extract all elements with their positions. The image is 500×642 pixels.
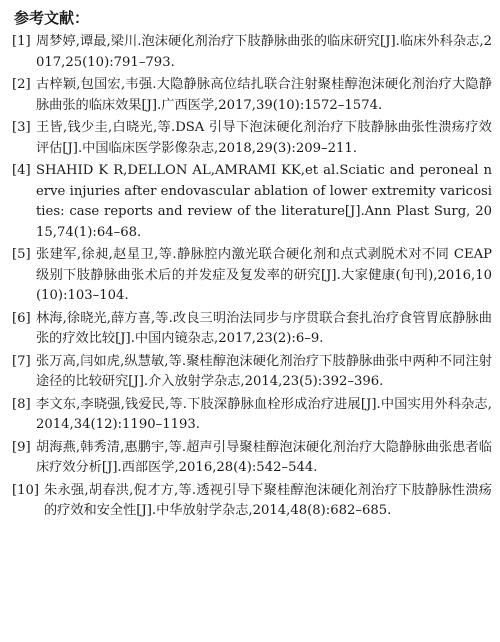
references-heading: 参考文献： (14, 9, 90, 27)
reference-text: 李文东,李晓强,钱爱民,等.下肢深静脉血栓形成治疗进展[J].中国实用外科杂志,2014,34(12):1190–1193. (36, 396, 492, 432)
reference-number: [6] (12, 310, 31, 326)
reference-number: [4] (12, 163, 31, 178)
reference-number: [5] (12, 247, 31, 262)
reference-text: 朱永强,胡春洪,倪才方,等.透视引导下聚桂醇泡沫硬化剂治疗下肢静脉性溃疡的疗效和安全性[J].中华放射学杂志,2014,48(8):682–685. (44, 482, 492, 518)
reference-text: 张万高,闫如虎,纵慧敏,等.聚桂醇泡沫硬化剂治疗下肢静脉曲张中两种不同注射途径的比较研究[J].介入放射学杂志,2014,23(5):392–396. (36, 353, 492, 389)
reference-text: 张建军,徐昶,赵星卫,等.静脉腔内激光联合硬化剂和点式剥脱术对不同 CEAP 级别下肢静脉曲张术后的并发症及复发率的研究[J].大家健康(旬刊),2016,10(10):103–104. (36, 247, 492, 303)
reference-item (8, 481, 492, 522)
reference-number: [3] (12, 120, 31, 135)
reference-item (8, 32, 492, 73)
reference-text: 古梓颖,包国宏,韦强.大隐静脉高位结扎联合注射聚桂醇泡沫硬化剂治疗大隐静脉曲张的临床效果[J].广西医学,2017,39(10):1572–1574. (36, 77, 492, 113)
reference-text: 林海,徐晓光,薛方喜,等.改良三明治法同步与序贯联合套扎治疗食管胃底静脉曲张的疗效比较[J].中国内镜杂志,2017,23(2):6–9. (36, 310, 492, 346)
reference-number: [7] (12, 353, 31, 369)
reference-number: [1] (12, 34, 31, 49)
reference-item (8, 161, 492, 243)
reference-item (8, 118, 492, 159)
reference-number: [10] (12, 482, 40, 498)
reference-text: 王皆,钱少圭,白晓光,等.DSA 引导下泡沫硬化剂治疗下肢静脉曲张性溃疡疗效评估[J].中国临床医学影像杂志,2018,29(3):209–211. (36, 120, 492, 156)
reference-item (8, 75, 492, 116)
reference-item (8, 309, 492, 350)
reference-item (8, 438, 492, 479)
reference-list (8, 32, 492, 522)
reference-number: [9] (12, 439, 31, 455)
reference-text: 周梦婷,谭最,梁川.泡沫硬化剂治疗下肢静脉曲张的临床研究[J].临床外科杂志,2017,25(10):791–793. (36, 34, 492, 70)
reference-text: SHAHID K R,DELLON AL,AMRAMI KK,et al.Sciatic and peroneal nerve injuries after endovascular ablation of lower extremity varicosities: case reports and review of the literature[J].Ann Plast Surg, 2015,74(1):64–68. (36, 163, 492, 240)
reference-item (8, 245, 492, 307)
reference-number: [8] (12, 396, 31, 412)
reference-item (8, 395, 492, 436)
reference-text: 胡海燕,韩秀清,惠鹏宇,等.超声引导聚桂醇泡沫硬化剂治疗大隐静脉曲张患者临床疗效分析[J].西部医学,2016,28(4):542–544. (36, 439, 492, 475)
reference-number: [2] (12, 77, 31, 92)
reference-item (8, 352, 492, 393)
